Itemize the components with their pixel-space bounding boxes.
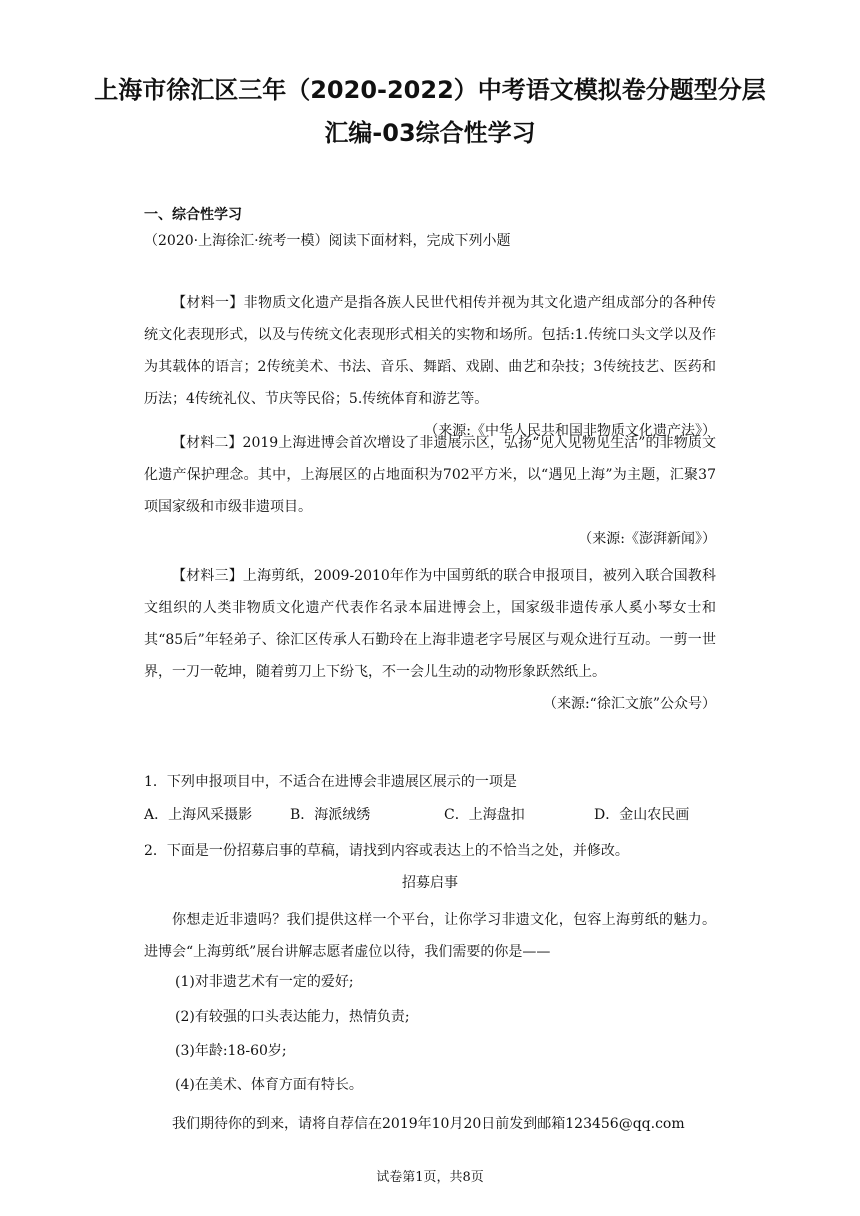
option-b: B．海派绒绣 (290, 807, 371, 823)
option-d: D．金山农民画 (594, 807, 690, 823)
material-one-text: 【材料一】非物质文化遗产是指各族人民世代相传并视为其文化遗产组成部分的各种传统文化表现形式，以及与传统文化表现形式相关的实物和场所。包括:1.传统口头文学以及作为其载体的语言；2传统美术、书法、音乐、舞蹈、戏剧、曲艺和杂技；3传统技艺、医药和历法；4传统礼仪、节庆等民俗；5.传统体育和游艺等。 (144, 295, 716, 407)
material-one (144, 287, 716, 447)
notice-item: (2)有较强的口头表达能力，热情负责; (175, 1009, 410, 1025)
material-two (144, 427, 716, 555)
option-a: A．上海风采摄影 (144, 807, 253, 823)
material-one-source: （来源:《中华人民共和国非物质文化遗产法》） (424, 423, 716, 439)
notice-intro: 你想走近非遗吗？我们提供这样一个平台，让你学习非遗文化，包容上海剪纸的魅力。进博会“上海剪纸”展台讲解志愿者虚位以待，我们需要的你是—— (144, 912, 716, 960)
notice-title: 招募启事 (402, 875, 458, 891)
question-intro: （2020·上海徐汇·统考一模）阅读下面材料，完成下列小题 (144, 233, 511, 249)
material-three-text: 【材料三】上海剪纸，2009-2010年作为中国剪纸的联合申报项目，被列入联合国教科文组织的人类非物质文化遗产代表作名录本届进博会上，国家级非遗传承人奚小琴女士和其“85后”年轻弟子、徐汇区传承人石勤玲在上海非遗老字号展区与观众进行互动。一剪一世界，一刀一乾坤，随着剪刀上下纷飞，不一会儿生动的动物形象跃然纸上。 (144, 568, 716, 680)
page-title-line2: 汇编-03综合性学习 (324, 119, 536, 147)
material-two-text: 【材料二】2019上海进博会首次增设了非遗展示区，弘扬“见人见物见生活”的非物质文化遗产保护理念。其中，上海展区的占地面积为702平方米，以“遇见上海”为主题，汇聚37项国家级和市级非遗项目。 (144, 435, 716, 515)
notice-closing: 我们期待你的到来，请将自荐信在2019年10月20日前发到邮箱123456@qq.com (172, 1116, 685, 1132)
material-two-source: （来源:《澎湃新闻》） (578, 531, 716, 547)
page-footer: 试卷第1页，共8页 (376, 1170, 484, 1185)
section-heading: 一、综合性学习 (144, 207, 242, 223)
question-one-options (144, 804, 716, 826)
question-two-stem: 2．下面是一份招募启事的草稿，请找到内容或表达上的不恰当之处，并修改。 (144, 843, 629, 859)
notice-item: (4)在美术、体育方面有特长。 (175, 1077, 363, 1093)
notice-closing-block (144, 1108, 716, 1140)
material-three-source: （来源:“徐汇文旅”公众号） (542, 696, 716, 712)
material-three (144, 560, 716, 720)
option-c: C．上海盘扣 (444, 807, 525, 823)
page-title-line1: 上海市徐汇区三年（2020-2022）中考语文模拟卷分题型分层 (94, 76, 766, 104)
notice-item: (3)年龄:18-60岁; (175, 1043, 287, 1059)
question-one-stem: 1．下列申报项目中，不适合在进博会非遗展区展示的一项是 (144, 774, 517, 790)
notice-item: (1)对非遗艺术有一定的爱好; (175, 974, 354, 990)
notice-intro-block (144, 904, 716, 968)
